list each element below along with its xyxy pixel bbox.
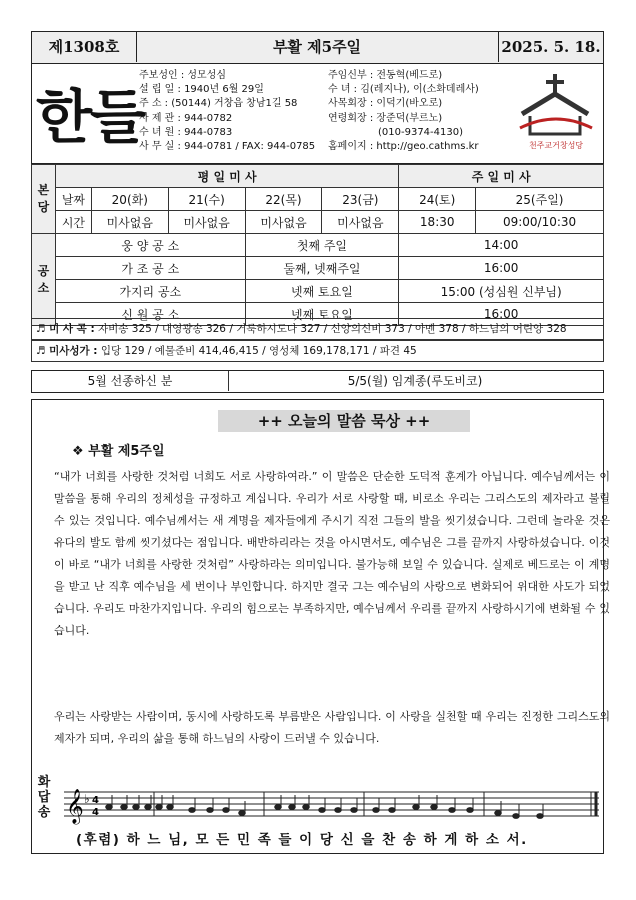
parish-info <box>31 64 604 164</box>
gongso-time: 16:00 <box>399 257 604 280</box>
time-row-label: 시간 <box>55 211 91 234</box>
music-note <box>156 805 163 810</box>
music-note <box>121 805 128 810</box>
music-note <box>289 805 296 810</box>
treble-clef-icon: 𝄞 <box>66 789 84 824</box>
time-signature-bottom: 4 <box>92 807 99 818</box>
church-cross-icon <box>516 70 596 140</box>
obituary-value: 5/5(월) 임계종(루도비코) <box>347 374 483 388</box>
gongso-when: 첫째 주일 <box>245 234 399 257</box>
info-list-left <box>139 69 315 154</box>
info-line: 주 소 : (50144) 거창읍 창남1길 58 <box>139 98 298 110</box>
mass-songs-row <box>31 340 604 362</box>
info-line: 사목회장 : 이덕기(바오로) <box>328 98 443 110</box>
psalm-label: 화답송 <box>37 775 51 820</box>
church-name: 천주교거창성당 <box>528 141 584 150</box>
mass-hymns-label: ♬ 미 사 곡 : <box>36 323 95 335</box>
info-list-right <box>328 69 479 154</box>
mass-time: 미사없음 <box>168 211 245 234</box>
mass-time: 09:00/10:30 <box>476 211 604 234</box>
music-note <box>335 808 342 813</box>
svg-text:♭: ♭ <box>84 792 90 806</box>
mass-date: 20(화) <box>91 188 168 211</box>
mass-time: 미사없음 <box>91 211 168 234</box>
gongso-name: 가지리 공소 <box>55 280 245 303</box>
info-line: 설 립 일 : 1940년 6월 29일 <box>139 84 264 96</box>
info-line: 수 녀 원 : 944-0783 <box>139 126 233 138</box>
music-note <box>303 805 310 810</box>
music-note <box>495 811 502 816</box>
gongso-when: 넷째 토요일 <box>245 280 399 303</box>
music-note <box>389 808 396 813</box>
gongso-when: 둘째, 넷째주일 <box>245 257 399 280</box>
mass-time: 18:30 <box>399 211 476 234</box>
obituary-row <box>31 370 604 393</box>
mass-hymns-text: 자비송 325 / 대영광송 326 / 거룩하시도다 327 / 신앙의신비 373 / 아멘 378 / 하느님의 어린양 328 <box>98 323 567 335</box>
music-note <box>513 814 520 819</box>
issue-date: 2025. 5. 18. <box>498 32 603 62</box>
gongso-name: 웅 양 공 소 <box>55 234 245 257</box>
info-line: 사 제 관 : 944-0782 <box>139 112 233 124</box>
info-line: 사 무 실 : 944-0781 / FAX: 944-0785 <box>139 141 316 153</box>
church-logo <box>516 70 596 156</box>
sunday-mass-header: 주 일 미 사 <box>399 165 604 188</box>
mass-date: 22(목) <box>245 188 322 211</box>
mass-hymns-row <box>31 318 604 340</box>
music-note <box>413 805 420 810</box>
info-line: 연령회장 : 장준덕(부르노) <box>328 112 443 124</box>
mass-date: 25(주일) <box>476 188 604 211</box>
mass-date: 23(금) <box>322 188 399 211</box>
date-row-label: 날짜 <box>55 188 91 211</box>
music-note <box>431 805 438 810</box>
gongso-time: 16:00 <box>399 303 604 326</box>
bulletin-logo: 한들 <box>36 83 145 151</box>
info-line: 주보성인 : 성모성심 <box>139 70 227 81</box>
mass-time: 미사없음 <box>245 211 322 234</box>
gongso-time: 15:00 (성심원 신부님) <box>399 280 604 303</box>
info-line: 홈페이지 : http://geo.cathms.kr <box>328 141 479 153</box>
mass-time: 미사없음 <box>322 211 399 234</box>
meditation-subtitle: ❖ 부활 제5주일 <box>72 444 165 459</box>
mass-schedule <box>31 164 604 326</box>
mass-date: 24(토) <box>399 188 476 211</box>
music-note <box>537 814 544 819</box>
time-signature-top: 4 <box>92 795 99 806</box>
music-note <box>145 805 152 810</box>
meditation-paragraph: “내가 너희를 사랑한 것처럼 너희도 서로 사랑하여라.” 이 말씀은 단순한 도덕적 훈계가 아닙니다. 예수님께서는 이 말씀을 통해 우리의 정체성을 규정하고 계십니다. 우리가 서로 사랑할 때, 비로소 우리는 그리스도의 제자라고 불릴 수 있는 것입니다. 예수님께서는 새 계명을 제자들에게 주시기 직전 그들의 발을 씻기셨습니다. 그런데 놀라운 것은 유다의 발도 함께 씻기셨다는 점입니다. 배반하리라는 것을 아시면서도, 예수님은 그를 끝까지 사랑하셨습니다. 이것이 바로 “내가 너희를 사랑한 것처럼” 사랑하라는 의미입니다. 불가능해 보일 수 있습니다. 실제로 베드로는 이 계명을 받고 난 직후 예수님을 세 번이나 부인합니다. 하지만 결국 그는 예수님의 사랑으로 변화되어 위대한 사도가 되었습니다. 우리도 마찬가지입니다. 우리의 힘으로는 부족하지만, 예수님께서 우리를 끝까지 사랑하시기에 변화될 수 있습니다. <box>54 470 610 637</box>
psalm-lyric: (후렴) 하 느 님, 모 든 민 족 들 이 당 신 을 찬 송 하 게 하 소 서. <box>76 832 528 848</box>
gongso-name: 가 조 공 소 <box>55 257 245 280</box>
music-note <box>133 805 140 810</box>
info-line: 수 녀 : 김(레지나), 이(소화데레사) <box>328 84 479 96</box>
music-note <box>351 808 358 813</box>
weekday-mass-header: 평 일 미 사 <box>55 165 398 188</box>
music-note <box>106 805 113 810</box>
page-title: 부활 제5주일 <box>272 38 362 56</box>
music-note <box>449 808 456 813</box>
music-note <box>239 811 246 816</box>
bulletin-header <box>31 31 604 64</box>
mass-songs-text: 입당 129 / 예물준비 414,46,415 / 영성체 169,178,171 / 파견 45 <box>100 345 417 357</box>
info-line: 주임신부 : 전동혁(베드로) <box>328 70 443 81</box>
gongso-when: 넷째 토요일 <box>245 303 399 326</box>
obituary-label: 5월 선종하신 분 <box>32 371 229 391</box>
music-note <box>189 808 196 813</box>
music-note <box>207 808 214 813</box>
mass-songs-label: ♬ 미사성가 : <box>36 345 98 357</box>
issue-number: 제1308호 <box>32 32 137 62</box>
gongso-side-label: 공소 <box>32 234 56 326</box>
music-note <box>275 805 282 810</box>
parish-side-label: 본당 <box>32 165 56 234</box>
meditation-paragraph: 우리는 사랑받는 사람이며, 동시에 사랑하도록 부름받은 사람입니다. 이 사랑을 실천할 때 우리는 진정한 그리스도의 제자가 되며, 우리의 삶을 통해 하느님의 사랑이 드러낼 수 있습니다. <box>54 710 610 745</box>
mass-date: 21(수) <box>168 188 245 211</box>
music-note <box>223 808 230 813</box>
info-line: (010-9374-4130) <box>378 126 464 138</box>
music-note <box>467 808 474 813</box>
music-note <box>373 808 380 813</box>
meditation-title: ++ 오늘의 말씀 묵상 ++ <box>218 410 470 432</box>
music-note <box>319 808 326 813</box>
gongso-name: 신 원 공 소 <box>55 303 245 326</box>
gongso-time: 14:00 <box>399 234 604 257</box>
music-note <box>167 805 174 810</box>
music-staff <box>64 786 604 826</box>
